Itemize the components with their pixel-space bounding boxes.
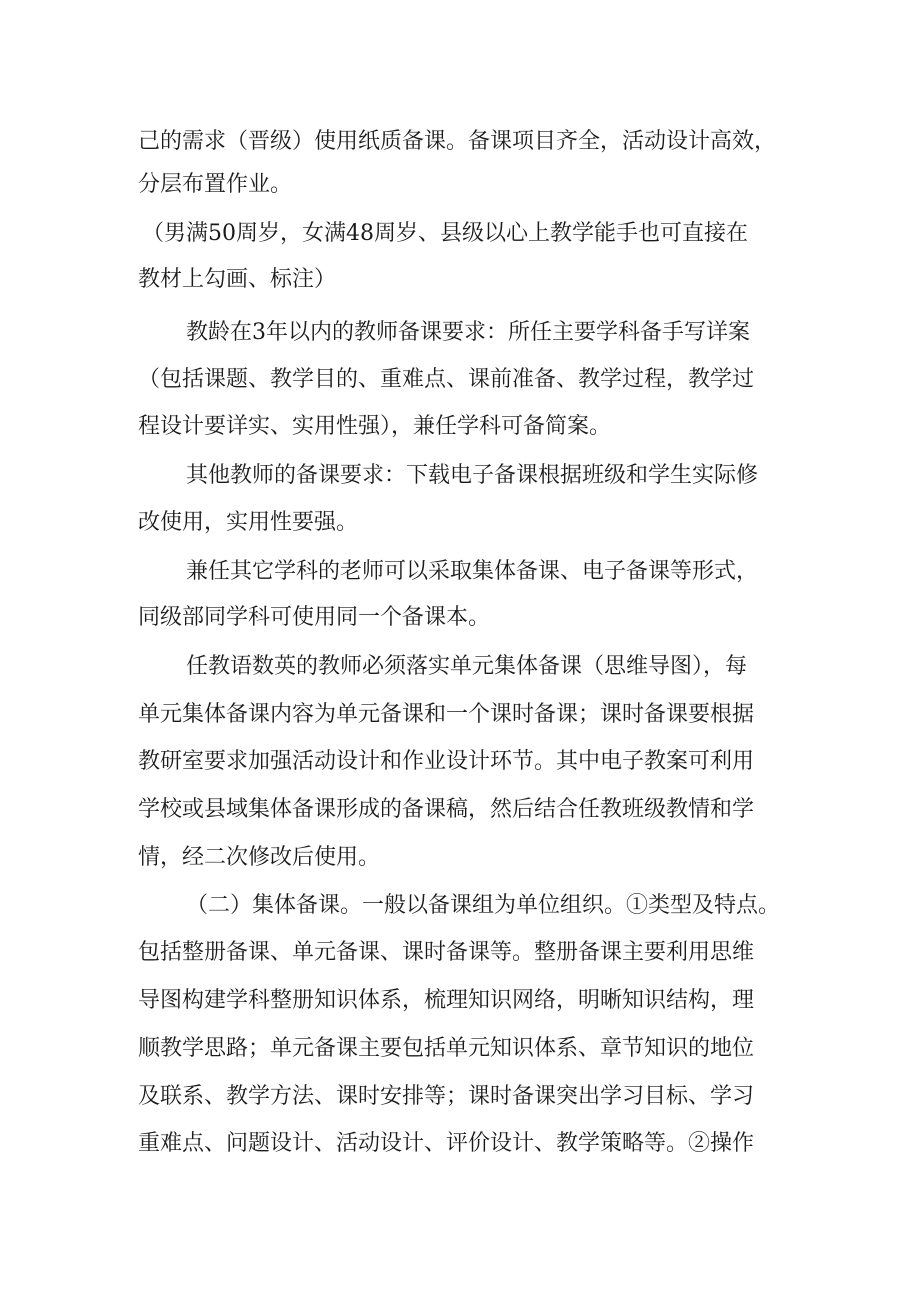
text-line: 兼任其它学科的老师可以采取集体备课、电子备课等形式， — [186, 559, 759, 584]
text-line: 教龄在3年以内的教师备课要求：所任主要学科备手写详案 — [186, 320, 750, 345]
text-line: 情，经二次修改后使用。 — [138, 845, 381, 870]
text-line: 单元集体备课内容为单元备课和一个课时备课；课时备课要根据 — [138, 702, 755, 727]
text-line: 程设计要详实、实用性强），兼任学科可备简案。 — [138, 414, 612, 439]
text-line: 同级部同学科可使用同一个备课本。 — [138, 605, 491, 630]
text-line: 教材上勾画、标注） — [138, 267, 337, 292]
text-line: 及联系、教学方法、课时安排等；课时备课突出学习目标、学习 — [138, 1084, 755, 1109]
text-line: 分层布置作业。 — [138, 172, 293, 197]
text-line: （包括课题、教学目的、重难点、课前准备、教学过程，教学过 — [138, 367, 755, 392]
text-line: 其他教师的备课要求：下载电子备课根据班级和学生实际修 — [186, 463, 759, 488]
text-line: 任教语数英的教师必须落实单元集体备课（思维导图），每 — [186, 654, 748, 679]
text-line: 导图构建学科整册知识体系，梳理知识网络，明晰知识结构，理 — [138, 988, 755, 1013]
text-line: 包括整册备课、单元备课、课时备课等。整册备课主要利用思维 — [138, 940, 755, 965]
text-line: 己的需求（晋级）使用纸质备课。备课项目齐全，活动设计高效， — [138, 129, 777, 154]
section-heading-line: （二）集体备课。一般以备课组为单位组织。①类型及特点。 — [186, 893, 781, 918]
text-line: 重难点、问题设计、活动设计、评价设计、教学策略等。②操作 — [138, 1131, 755, 1156]
text-line: （男满50周岁，女满48周岁、县级以心上教学能手也可直接在 — [142, 221, 748, 246]
text-line: 学校或县域集体备课形成的备课稿，然后结合任教班级教情和学 — [138, 797, 755, 822]
text-line: 改使用，实用性要强。 — [138, 510, 359, 535]
text-line: 教研室要求加强活动设计和作业设计环节。其中电子教案可利用 — [138, 749, 755, 774]
text-line: 顺教学思路；单元备课主要包括单元知识体系、章节知识的地位 — [138, 1036, 755, 1061]
